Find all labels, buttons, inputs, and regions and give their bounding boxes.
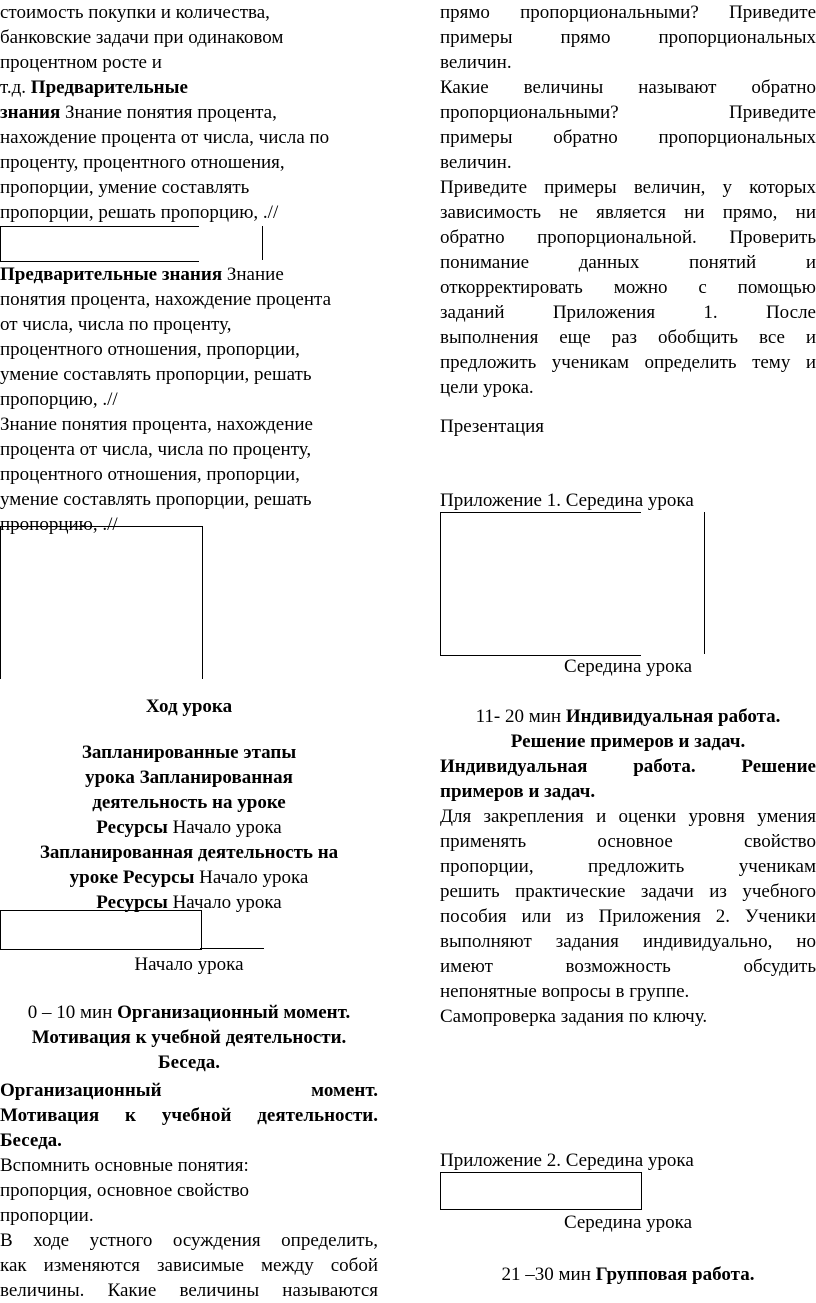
individual-work-heading: 11- 20 мин Индивидуальная работа. Решение примеров и задач.: [475, 706, 781, 752]
table-fragment-2: [0, 526, 203, 679]
org-moment-body: Вспомнить основные понятия: пропорция, основное свойство пропорции. В ходе устного осуждения определить, как изменяются зависимые между собой величины. Какие величины называются: [0, 1155, 378, 1301]
individual-work-subheading: Индивидуальная работа. Решение примеров и задач.: [440, 756, 816, 802]
individual-work-body: Для закрепления и оценки уровня умения применять основное свойство пропорции, предложить ученикам решить практические задачи из учебного пособия или из Приложения 2. Ученики выполняют задания индивидуально, но имеют возможность обсудить непонятные вопросы в группе. Самопроверка задания по ключу.: [440, 806, 816, 1027]
appendix-2-label: Приложение 2. Середина урока: [440, 1150, 694, 1171]
table-fragment-5: [440, 1172, 642, 1210]
appendix-1-label: Приложение 1. Середина урока: [440, 490, 694, 511]
table-line-3: [200, 948, 264, 949]
table-divider-4: [704, 512, 705, 654]
intro-paragraph: стоимость покупки и количества, банковские задачи при одинаковом процентном росте и т.д. Предварительные знания Знание понятия процента, нахождение процента от числа, числа по проценту, процентного отношения, пропорции, умение составлять пропорции, решать пропорцию, .//: [0, 2, 330, 223]
table-divider-1: [262, 226, 263, 260]
table-fragment-3: [0, 910, 202, 950]
planned-stages-block: Запланированные этапы урока Запланированная деятельность на уроке Ресурсы Начало урока Запланированная деятельность на уроке Ресурсы Начало урока Ресурсы Начало урока: [39, 742, 339, 913]
org-moment-subheading: Организационный момент. Мотивация к учебной деятельности. Беседа.: [0, 1080, 378, 1151]
lesson-course-heading: Ход урока: [145, 696, 233, 717]
presentation-label: Презентация: [440, 416, 545, 437]
table-fragment-4: [440, 512, 641, 656]
prior-knowledge-paragraph: Предварительные знания Знание понятия процента, нахождение процента от числа, числа по проценту, процентного отношения, пропорции, умение составлять пропорции, решать пропорцию, .// Знание понятия процента, нахождение процента от числа, числа по проценту, процентного отношения, пропорции, умение составлять пропорции, решать пропорцию, .//: [0, 264, 331, 535]
org-moment-heading: 0 – 10 мин Организационный момент. Мотивация к учебной деятельности. Беседа.: [27, 1002, 351, 1073]
questions-paragraph: прямо пропорциональными? Приведите примеры прямо пропорциональных величин. Какие величины называют обратно пропорциональными? Приведите примеры обратно пропорциональных величин. Приведите примеры величин, у которых зависимость не является ни прямо, ни обратно пропорциональной. Проверить понимание данных понятий и откорректировать можно с помощью заданий Приложения 1. После выполнения еще раз обобщить все и предложить ученикам определить тему и цели урока.: [440, 2, 816, 398]
group-work-heading: 21 –30 мин Групповая работа.: [501, 1264, 755, 1285]
lesson-start-label: Начало урока: [134, 954, 244, 975]
table-fragment-1: [0, 226, 199, 262]
middle-label-1: Середина урока: [563, 656, 693, 677]
middle-label-2: Середина урока: [563, 1212, 693, 1233]
